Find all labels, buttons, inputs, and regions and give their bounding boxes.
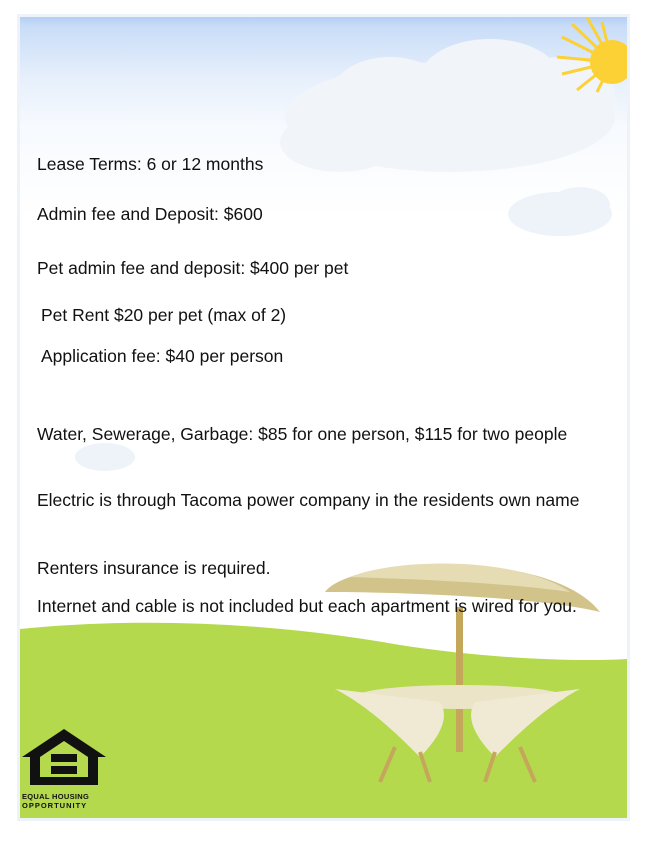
logo-line1: EQUAL HOUSING [22, 792, 90, 801]
cloud-small [508, 187, 612, 236]
electric: Electric is through Tacoma power company in the residents own name [37, 490, 580, 510]
flyer-page [20, 17, 627, 818]
internet-cable: Internet and cable is not included but each apartment is wired for you. [37, 596, 577, 616]
pet-rent: Pet Rent $20 per pet (max of 2) [41, 305, 287, 325]
utilities: Water, Sewerage, Garbage: $85 for one person, $115 for two people [37, 424, 568, 444]
logo-line2: OPPORTUNITY [22, 801, 88, 810]
pet-admin-fee: Pet admin fee and deposit: $400 per pet [37, 258, 349, 278]
background-scene [20, 17, 627, 818]
renters-insurance: Renters insurance is required. [37, 558, 271, 578]
lease-terms: Lease Terms: 6 or 12 months [37, 154, 264, 174]
equal-housing-logo [22, 727, 112, 810]
admin-fee: Admin fee and Deposit: $600 [37, 204, 263, 224]
house-icon [22, 727, 106, 785]
application-fee: Application fee: $40 per person [41, 346, 284, 366]
